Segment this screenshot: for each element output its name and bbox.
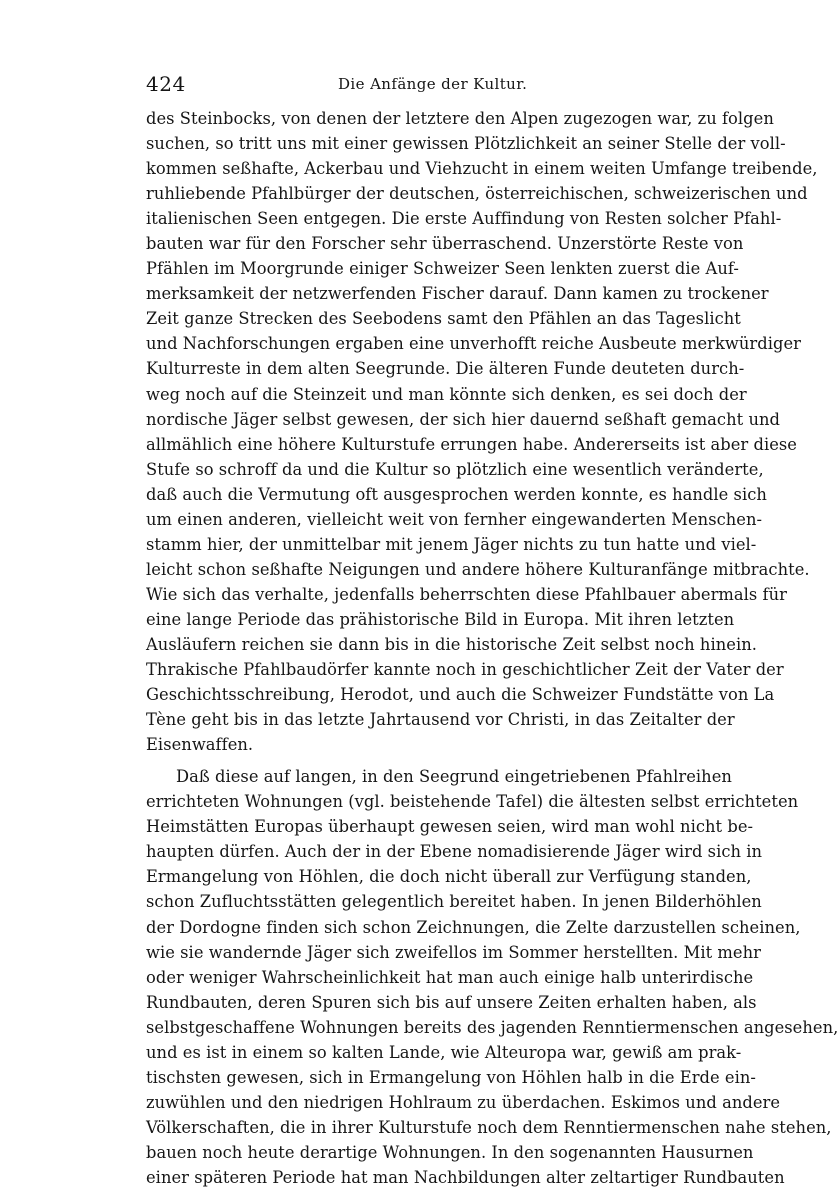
paragraph-gap: [146, 757, 682, 764]
text-line: Tène geht bis in das letzte Jahrtausend vor Christi, in das Zeitalter der: [146, 710, 735, 730]
text-line: Eisenwaffen.: [146, 735, 254, 755]
text-line: Ermangelung von Höhlen, die doch nicht überall zur Verfügung standen,: [146, 867, 752, 887]
text-line: Wie sich das verhalte, jedenfalls beherrschten diese Pfahlbauer abermals für: [146, 584, 788, 604]
text-line: oder weniger Wahrscheinlichkeit hat man auch einige halb unterirdische: [146, 967, 754, 987]
text-line: und Nachforschungen ergaben eine unverhofft reiche Ausbeute merkwürdiger: [146, 334, 801, 354]
text-line: Ausläufern reichen sie dann bis in die historische Zeit selbst noch hinein.: [146, 634, 757, 654]
text-line: Thrakische Pfahlbaudörfer kannte noch in geschichtlicher Zeit der Vater der: [146, 660, 784, 680]
text-line: einer späteren Periode hat man Nachbildungen alter zeltartiger Rundbauten: [146, 1167, 785, 1187]
text-line: italienischen Seen entgegen. Die erste Auffindung von Resten solcher Pfahl-: [146, 209, 782, 229]
paragraph-2: [146, 764, 838, 1190]
text-line: bauen noch heute derartige Wohnungen. In den sogenannten Hausurnen: [146, 1142, 754, 1162]
body-text: [146, 106, 838, 1190]
text-line: kommen seßhafte, Ackerbau und Viehzucht in einem weiten Umfange treibende,: [146, 159, 818, 179]
text-line: stamm hier, der unmittelbar mit jenem Jäger nichts zu tun hatte und viel-: [146, 534, 757, 554]
text-line: bauten war für den Forscher sehr überraschend. Unzerstörte Reste von: [146, 234, 744, 254]
text-line: ruhliebende Pfahlbürger der deutschen, österreichischen, schweizerischen und: [146, 184, 808, 204]
text-line: um einen anderen, vielleicht weit von fernher eingewanderten Menschen-: [146, 509, 763, 529]
text-line: Zeit ganze Strecken des Seebodens samt den Pfählen an das Tageslicht: [146, 309, 741, 329]
text-line: der Dordogne finden sich schon Zeichnungen, die Zelte darzustellen scheinen,: [146, 917, 801, 937]
text-line: haupten dürfen. Auch der in der Ebene nomadisierende Jäger wird sich in: [146, 842, 763, 862]
text-line: eine lange Periode das prähistorische Bild in Europa. Mit ihren letzten: [146, 609, 735, 629]
text-line: schon Zufluchtsstätten gelegentlich bereitet haben. In jenen Bilderhöhlen: [146, 892, 762, 912]
text-line: zuwühlen und den niedrigen Hohlraum zu überdachen. Eskimos und andere: [146, 1092, 781, 1112]
page-header: [146, 72, 681, 102]
text-line: Daß diese auf langen, in den Seegrund eingetriebenen Pfahlreihen: [176, 767, 732, 787]
text-line: Heimstätten Europas überhaupt gewesen seien, wird man wohl nicht be-: [146, 817, 754, 837]
running-title: Die Anfänge der Kultur.: [338, 75, 528, 93]
text-line: merksamkeit der netzwerfenden Fischer darauf. Dann kamen zu trockener: [146, 284, 769, 304]
text-line: Geschichtsschreibung, Herodot, und auch die Schweizer Fundstätte von La: [146, 685, 775, 705]
text-line: Völkerschaften, die in ihrer Kulturstufe noch dem Renntiermenschen nahe stehen,: [146, 1117, 832, 1137]
text-line: nordische Jäger selbst gewesen, der sich hier dauernd seßhaft gemacht und: [146, 409, 780, 429]
paragraph-1: [146, 106, 818, 757]
text-line: tischsten gewesen, sich in Ermangelung von Höhlen halb in die Erde ein-: [146, 1067, 756, 1087]
text-line: Rundbauten, deren Spuren sich bis auf unsere Zeiten erhalten haben, als: [146, 992, 757, 1012]
text-line: des Steinbocks, von denen der letztere den Alpen zugezogen war, zu folgen: [146, 109, 774, 128]
text-line: errichteten Wohnungen (vgl. beistehende Tafel) die ältesten selbst errichteten: [146, 792, 799, 812]
text-line: Stufe so schroff da und die Kultur so plötzlich eine wesentlich veränderte,: [146, 459, 764, 479]
text-line: Kulturreste in dem alten Seegrunde. Die älteren Funde deuteten durch-: [146, 359, 745, 379]
text-line: selbstgeschaffene Wohnungen bereits des jagenden Renntiermenschen angesehen,: [146, 1017, 838, 1037]
text-line: leicht schon seßhafte Neigungen und andere höhere Kulturanfänge mitbrachte.: [146, 559, 810, 579]
text-line: und es ist in einem so kalten Lande, wie Alteuropa war, gewiß am prak-: [146, 1042, 742, 1062]
text-line: allmählich eine höhere Kulturstufe errungen habe. Andererseits ist aber diese: [146, 434, 797, 454]
text-line: daß auch die Vermutung oft ausgesprochen werden konnte, es handle sich: [146, 484, 767, 504]
text-line: suchen, so tritt uns mit einer gewissen Plötzlichkeit an seiner Stelle der voll-: [146, 134, 786, 154]
text-line: Pfählen im Moorgrunde einiger Schweizer Seen lenkten zuerst die Auf-: [146, 259, 739, 279]
page-number: 424: [146, 72, 186, 96]
text-line: wie sie wandernde Jäger sich zweifellos im Sommer herstellten. Mit mehr: [146, 942, 761, 962]
text-line: weg noch auf die Steinzeit und man könnte sich denken, es sei doch der: [146, 384, 747, 404]
